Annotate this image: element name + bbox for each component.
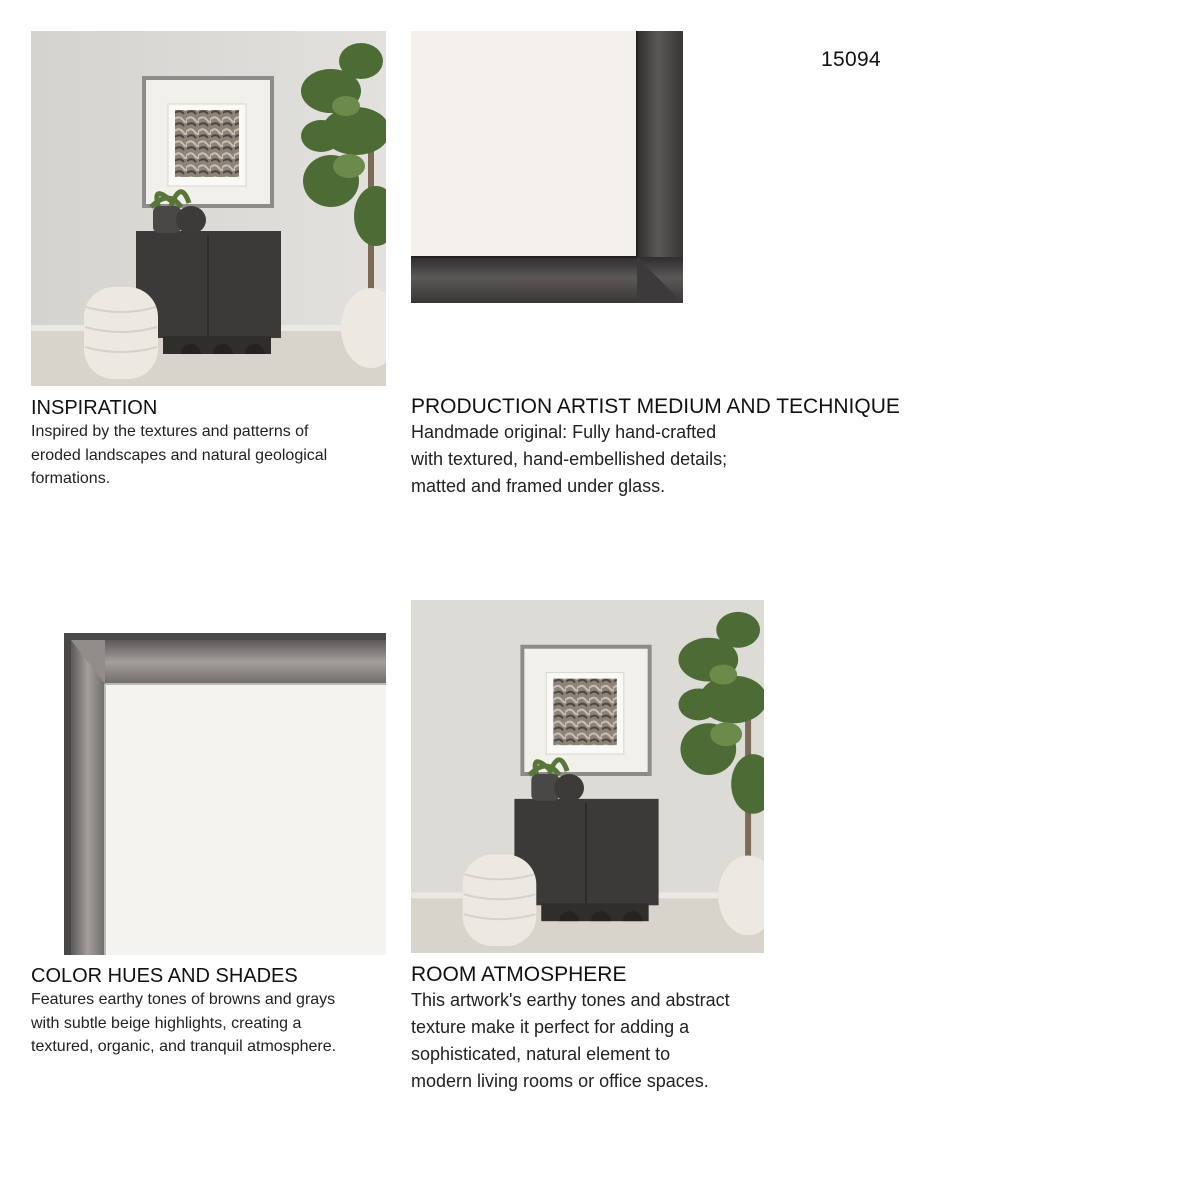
inspiration-line: Inspired by the textures and patterns of	[31, 423, 309, 440]
production-line: with textured, hand-embellished details;	[411, 449, 728, 469]
color-line: Features earthy tones of browns and grays	[31, 991, 336, 1008]
inspiration-line: formations.	[31, 470, 111, 487]
color-line: with subtle beige highlights, creating a	[31, 1014, 302, 1032]
color-heading: COLOR HUES AND SHADES	[31, 965, 298, 987]
frame-corner-closeup-image	[411, 31, 683, 303]
production-heading: PRODUCTION ARTIST MEDIUM AND TECHNIQUE	[411, 395, 900, 418]
product-sku: 15094	[821, 48, 881, 71]
room-description	[411, 987, 730, 1095]
room-atmosphere-image	[411, 600, 764, 953]
inspiration-section	[31, 396, 327, 491]
production-section	[411, 395, 900, 500]
color-description	[31, 988, 336, 1059]
production-line: Handmade original: Fully hand-crafted	[411, 422, 717, 442]
room-line: texture make it perfect for adding a	[411, 1017, 690, 1037]
production-description	[411, 419, 900, 500]
color-line: textured, organic, and tranquil atmosphere.	[31, 1038, 337, 1055]
inspiration-description	[31, 420, 327, 491]
room-section	[411, 963, 730, 1095]
inspiration-heading: INSPIRATION	[31, 397, 158, 419]
room-scene-image	[31, 31, 386, 386]
room-line: sophisticated, natural element to	[411, 1044, 671, 1064]
color-section	[31, 964, 336, 1059]
room-line: modern living rooms or office spaces.	[411, 1071, 709, 1091]
inspiration-line: eroded landscapes and natural geological	[31, 446, 328, 464]
production-line: matted and framed under glass.	[411, 476, 666, 496]
silver-frame-corner-image	[31, 600, 386, 955]
room-heading: ROOM ATMOSPHERE	[411, 963, 627, 986]
room-line: This artwork's earthy tones and abstract	[411, 990, 730, 1010]
